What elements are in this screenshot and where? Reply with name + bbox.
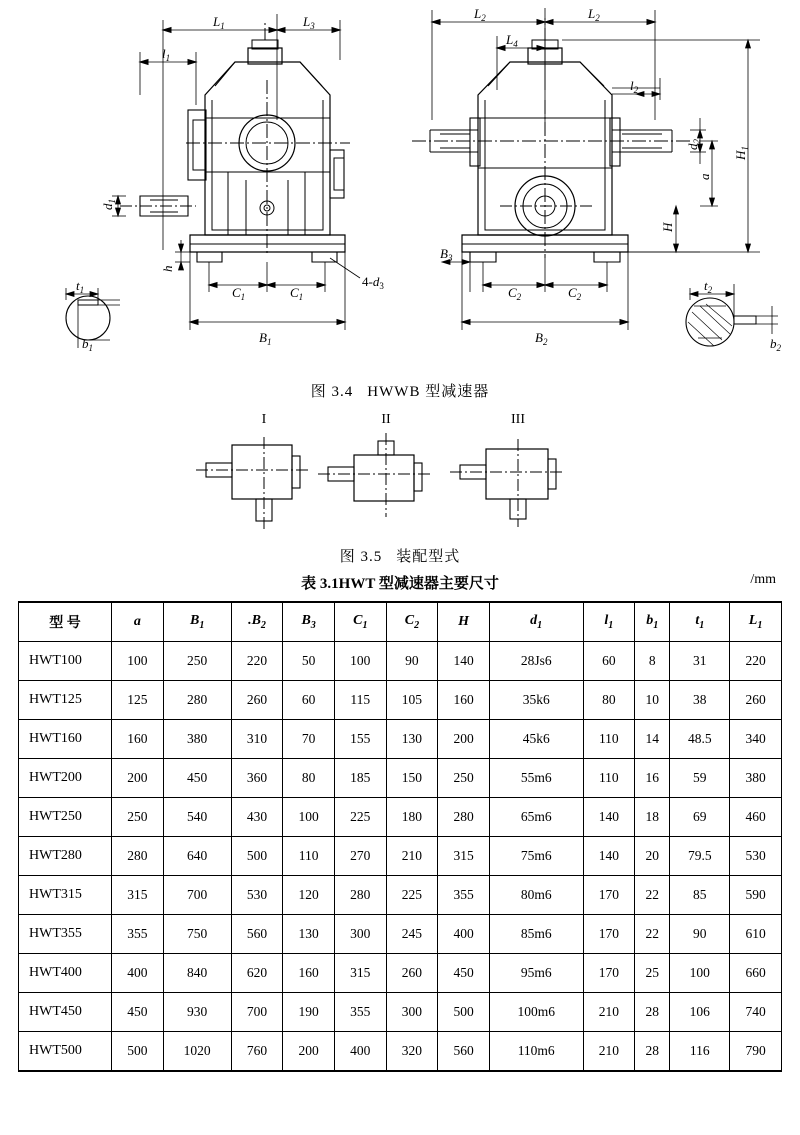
table-cell: 620 [231,954,283,993]
col-header-B2: $.B_2$ [231,602,283,642]
table-row [19,681,782,720]
table-cell: 150 [386,759,438,798]
table-cell: 400 [438,915,490,954]
col-header-d1: $d_1$ [489,602,583,642]
table-cell: 115 [334,681,386,720]
table-cell: 160 [112,720,164,759]
table-cell: 280 [112,837,164,876]
svg-text:l1: $l_1$ [162,46,171,63]
figure-3-4-title: HWWB 型减速器 [367,384,490,400]
table-cell: 140 [583,798,635,837]
table-cell: 300 [386,993,438,1032]
table-cell: 315 [112,876,164,915]
table-cell: 280 [438,798,490,837]
svg-text:B1: $B_1$ [259,330,272,347]
svg-text:H1: $H_1$ [733,146,750,160]
table-cell: 280 [334,876,386,915]
table-cell: 310 [231,720,283,759]
table-cell: 790 [730,1032,782,1072]
table-cell: 60 [583,642,635,681]
table-cell-model: HWT355 [19,915,112,954]
col-header-t1: $t_1$ [670,602,730,642]
table-cell: 180 [386,798,438,837]
table-cell: 50 [283,642,335,681]
assembly-type-label-3: III [511,412,525,427]
table-cell: 100 [670,954,730,993]
svg-text:h: h [160,265,175,272]
table-cell: 760 [231,1032,283,1072]
table-cell: 28 [635,1032,670,1072]
table-cell: 125 [112,681,164,720]
table-cell: 130 [283,915,335,954]
table-cell: 450 [438,954,490,993]
table-cell: 450 [163,759,231,798]
table-cell: 1020 [163,1032,231,1072]
table-cell: 315 [438,837,490,876]
table-cell: 460 [730,798,782,837]
table-cell: 28Js6 [489,642,583,681]
table-cell: 85 [670,876,730,915]
table-cell: 170 [583,876,635,915]
table-cell: 95m6 [489,954,583,993]
svg-text:L4: $L_4$ [506,32,518,49]
table-cell: 18 [635,798,670,837]
table-cell: 260 [730,681,782,720]
table-cell: 160 [283,954,335,993]
table-cell: 540 [163,798,231,837]
svg-text:C2: $C_2$ [508,285,522,302]
table-cell: 200 [283,1032,335,1072]
table-row [19,876,782,915]
table-cell: 930 [163,993,231,1032]
table-cell: 200 [438,720,490,759]
table-cell: 340 [730,720,782,759]
table-cell: 220 [730,642,782,681]
table-cell: 250 [112,798,164,837]
table-cell: 360 [231,759,283,798]
dimensions-table [18,601,782,1072]
table-cell: 65m6 [489,798,583,837]
table-cell-model: HWT125 [19,681,112,720]
table-cell-model: HWT315 [19,876,112,915]
table-cell: 80 [583,681,635,720]
table-cell: 250 [163,642,231,681]
table-cell: 200 [112,759,164,798]
table-cell: 79.5 [670,837,730,876]
svg-text:b1: $b_1$ [82,336,93,353]
svg-text:t1: $t_1$ [76,278,85,295]
table-cell: 155 [334,720,386,759]
table-row [19,720,782,759]
table-cell: 220 [231,642,283,681]
svg-text:d1: $d_1$ [100,199,117,210]
table-cell: 210 [386,837,438,876]
table-cell: 69 [670,798,730,837]
figure-3-5-label: 图 3.5 [339,549,383,565]
table-row [19,993,782,1032]
table-cell: 100 [283,798,335,837]
table-cell: 106 [670,993,730,1032]
table-cell: 225 [334,798,386,837]
table-cell: 250 [438,759,490,798]
svg-text:C1: $C_1$ [232,285,246,302]
table-header-row [19,602,782,642]
table-cell-model: HWT160 [19,720,112,759]
table-cell: 55m6 [489,759,583,798]
figure-3-4-drawing [0,0,800,380]
table-unit: /mm [750,572,776,587]
table-cell: 80 [283,759,335,798]
svg-text:B3: $B_3$ [440,246,453,263]
table-cell: 10 [635,681,670,720]
table-cell-model: HWT500 [19,1032,112,1072]
assembly-type-label-2: II [381,412,391,427]
table-cell: 100 [334,642,386,681]
table-cell: 185 [334,759,386,798]
table-cell: 22 [635,876,670,915]
table-cell: 170 [583,915,635,954]
table-cell: 210 [583,993,635,1032]
table-cell: 590 [730,876,782,915]
table-cell: 320 [386,1032,438,1072]
table-cell: 45k6 [489,720,583,759]
table-cell: 450 [112,993,164,1032]
table-row [19,954,782,993]
table-row [19,642,782,681]
table-cell: 560 [438,1032,490,1072]
table-cell: 640 [163,837,231,876]
table-cell: 110m6 [489,1032,583,1072]
table-cell: 500 [438,993,490,1032]
col-header-B1: $B_1$ [163,602,231,642]
table-cell: 31 [670,642,730,681]
table-cell: 110 [283,837,335,876]
table-body [19,642,782,1072]
table-row [19,837,782,876]
table-cell: 610 [730,915,782,954]
table-cell: 660 [730,954,782,993]
table-cell: 38 [670,681,730,720]
svg-text:4-d3: $4-d_3$ [362,274,384,291]
table-cell: 90 [670,915,730,954]
table-cell: 35k6 [489,681,583,720]
table-title [0,572,800,593]
table-cell: 740 [730,993,782,1032]
table-cell: 80m6 [489,876,583,915]
figure-3-4-caption [0,380,800,401]
table-cell: 59 [670,759,730,798]
table-cell: 170 [583,954,635,993]
table-cell-model: HWT200 [19,759,112,798]
table-cell: 260 [231,681,283,720]
table-cell: 140 [583,837,635,876]
col-header-l1: $l_1$ [583,602,635,642]
table-cell: 500 [112,1032,164,1072]
table-cell: 120 [283,876,335,915]
assembly-types-drawing [0,401,800,541]
table-cell: 75m6 [489,837,583,876]
table-cell: 105 [386,681,438,720]
table-cell: 560 [231,915,283,954]
svg-text:t2: $t_2$ [704,278,713,295]
table-cell: 110 [583,720,635,759]
table-cell: 700 [163,876,231,915]
table-cell: 20 [635,837,670,876]
table-row [19,915,782,954]
table-cell: 110 [583,759,635,798]
table-row [19,798,782,837]
table-cell: 380 [163,720,231,759]
table-row [19,759,782,798]
table-cell: 245 [386,915,438,954]
svg-text:a: a [697,173,712,180]
table-cell: 100m6 [489,993,583,1032]
svg-text:L1: $L_1$ [213,14,225,31]
table-cell: 355 [438,876,490,915]
table-cell: 280 [163,681,231,720]
table-cell: 140 [438,642,490,681]
table-cell: 260 [386,954,438,993]
figure-3-5-title: 装配型式 [396,549,461,565]
col-header-model: 型 号 [19,602,112,642]
col-header-a: a [112,602,164,642]
svg-text:C1: $C_1$ [290,285,304,302]
table-cell: 750 [163,915,231,954]
assembly-type-label-1: I [261,412,267,427]
svg-text:L2: $L_2$ [474,6,486,23]
table-cell: 400 [112,954,164,993]
table-cell: 16 [635,759,670,798]
table-cell: 500 [231,837,283,876]
svg-text:B2: $B_2$ [535,330,548,347]
col-header-L1: $L_1$ [730,602,782,642]
table-cell: 160 [438,681,490,720]
svg-text:L2: $L_2$ [588,6,600,23]
table-cell-model: HWT400 [19,954,112,993]
table-cell: 210 [583,1032,635,1072]
table-cell: 355 [112,915,164,954]
col-header-C1: $C_1$ [334,602,386,642]
svg-text:l2: $l_2$ [630,78,639,95]
svg-text:H: H [660,222,675,232]
table-cell: 14 [635,720,670,759]
table-row [19,1032,782,1072]
svg-text:L3: $L_3$ [303,14,315,31]
table-cell-model: HWT450 [19,993,112,1032]
svg-text:C2: $C_2$ [568,285,582,302]
table-cell: 8 [635,642,670,681]
table-cell: 380 [730,759,782,798]
table-label: 表 3.1 [301,576,339,592]
figure-3-4-label: 图 3.4 [310,384,354,400]
col-header-B3: $B_3$ [283,602,335,642]
table-cell: 100 [112,642,164,681]
figure-3-5-drawing [0,401,800,551]
table-cell-model: HWT250 [19,798,112,837]
col-header-C2: $C_2$ [386,602,438,642]
table-cell: 840 [163,954,231,993]
table-cell: 85m6 [489,915,583,954]
table-cell: 430 [231,798,283,837]
col-header-H: H [438,602,490,642]
table-caption-text: HWT 型减速器主要尺寸 [338,576,499,592]
svg-text:b2: $b_2$ [770,336,781,353]
table-cell: 530 [231,876,283,915]
table-cell: 25 [635,954,670,993]
table-cell: 130 [386,720,438,759]
table-cell: 530 [730,837,782,876]
table-cell: 355 [334,993,386,1032]
table-cell: 60 [283,681,335,720]
table-cell-model: HWT280 [19,837,112,876]
table-cell: 315 [334,954,386,993]
table-cell-model: HWT100 [19,642,112,681]
table-cell: 28 [635,993,670,1032]
table-cell: 700 [231,993,283,1032]
table-cell: 48.5 [670,720,730,759]
table-cell: 270 [334,837,386,876]
table-cell: 190 [283,993,335,1032]
svg-text:d2: $d_2$ [685,139,702,150]
table-cell: 300 [334,915,386,954]
table-cell: 22 [635,915,670,954]
table-cell: 90 [386,642,438,681]
table-cell: 70 [283,720,335,759]
col-header-b1: $b_1$ [635,602,670,642]
table-cell: 116 [670,1032,730,1072]
gearbox-technical-drawing [0,0,800,380]
table-cell: 225 [386,876,438,915]
table-cell: 400 [334,1032,386,1072]
